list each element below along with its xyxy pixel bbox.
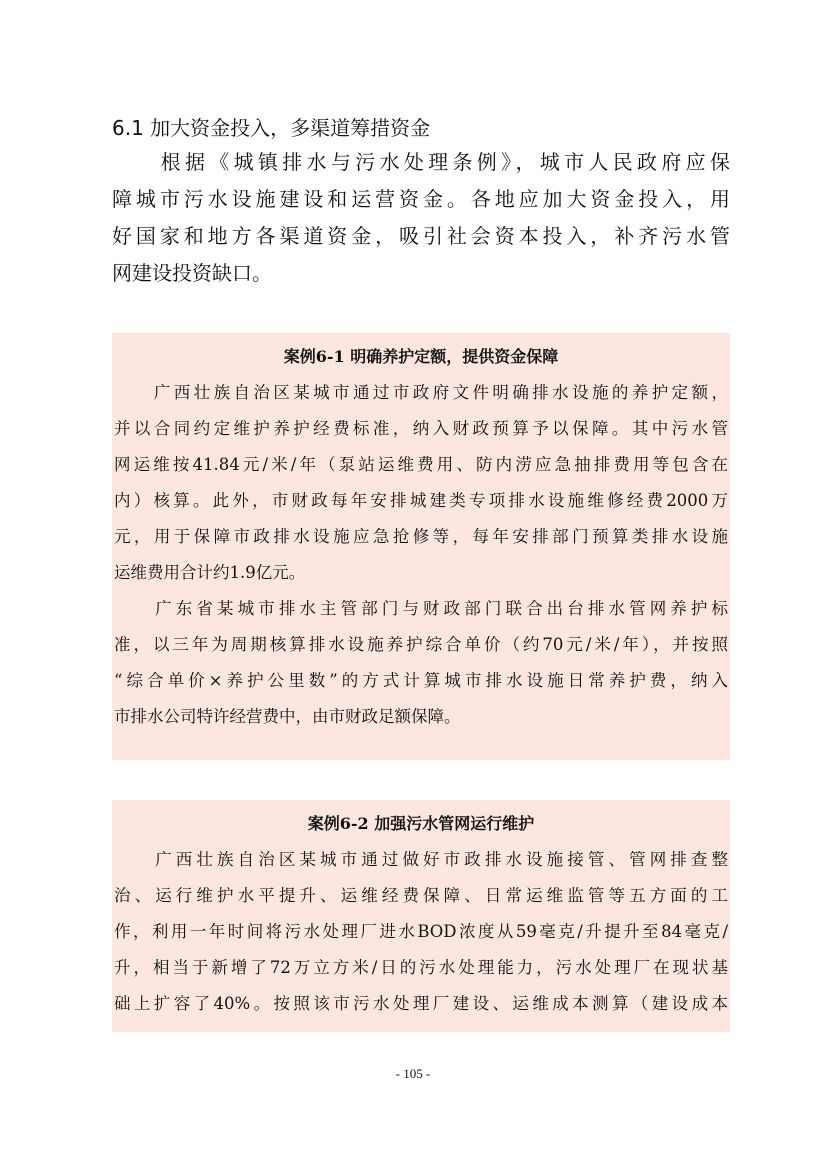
case-line: 广西壮族自治区某城市通过做好市政排水设施接管、管网排查整: [114, 850, 728, 869]
case-line: 运维费用合计约1.9亿元。: [114, 563, 306, 582]
case-line: 广东省某城市排水主管部门与财政部门联合出台排水管网养护标: [114, 599, 728, 618]
case-line: 准，以三年为周期核算排水设施养护综合单价（约70元/米/年），并按照: [114, 635, 728, 654]
case-line: 广西壮族自治区某城市通过市政府文件明确排水设施的养护定额，: [114, 383, 728, 402]
section-body: [112, 144, 730, 292]
section-heading: 6.1 加大资金投入，多渠道筹措资金: [112, 116, 431, 140]
body-line: 网建设投资缺口。: [112, 261, 272, 285]
case-line: 治、运行维护水平提升、运维经费保障、日常运维监管等五方面的工: [114, 886, 728, 905]
case-line: 内）核算。此外，市财政每年安排城建类专项排水设施维修经费2000万: [114, 491, 728, 510]
case-title: 案例6-2 加强污水管网运行维护: [307, 814, 535, 833]
case-line: 作，利用一年时间将污水处理厂进水BOD浓度从59毫克/升提升至84毫克/: [114, 922, 728, 941]
body-line: 根据《城镇排水与污水处理条例》，城市人民政府应保: [112, 150, 730, 174]
body-line: 好国家和地方各渠道资金，吸引社会资本投入，补齐污水管: [112, 224, 730, 248]
case-line: 升，相当于新增了72万立方米/日的污水处理能力，污水处理厂在现状基: [114, 958, 728, 977]
case-box-6-2: [112, 800, 730, 1032]
case-line: 础上扩容了40%。按照该市污水处理厂建设、运维成本测算（建设成本: [114, 994, 728, 1013]
case-line: 网运维按41.84元/米/年（泵站运维费用、防内涝应急抽排费用等包含在: [114, 455, 728, 474]
case-line: 市排水公司特许经营费中，由市财政足额保障。: [114, 707, 461, 726]
case-line: 并以合同约定维护养护经费标准，纳入财政预算予以保障。其中污水管: [114, 419, 728, 438]
case-title: 案例6-1 明确养护定额，提供资金保障: [283, 347, 559, 366]
page-number: - 105 -: [395, 1066, 431, 1081]
case-line: 元，用于保障市政排水设施应急抢修等，每年安排部门预算类排水设施: [114, 527, 728, 546]
body-line: 障城市污水设施建设和运营资金。各地应加大资金投入，用: [112, 187, 730, 211]
case-line: “综合单价×养护公里数”的方式计算城市排水设施日常养护费，纳入: [114, 671, 728, 690]
case-box-6-1: [112, 333, 730, 760]
